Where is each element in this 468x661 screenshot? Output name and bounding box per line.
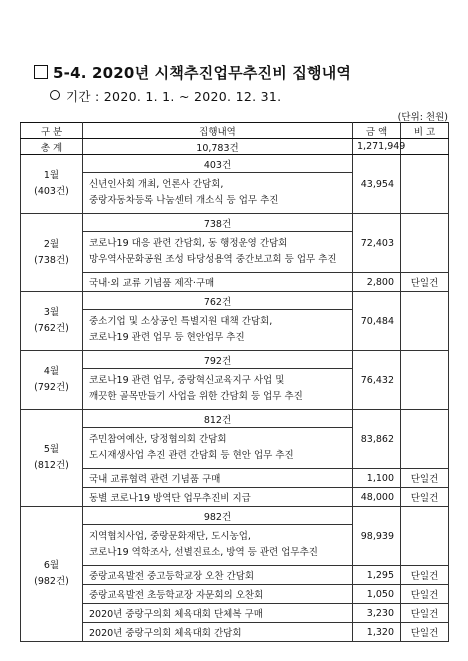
month-count: 738건 <box>83 214 353 232</box>
item-line: 국내·외 교류 기념품 제작·구매 <box>89 278 215 289</box>
month-count-row <box>21 507 449 525</box>
month-subcount: (403건) <box>34 186 69 197</box>
total-row <box>21 139 449 155</box>
item-row <box>21 488 449 507</box>
item-details <box>83 525 353 566</box>
month-count-row <box>21 292 449 310</box>
item-amount: 83,862 <box>353 410 401 469</box>
item-row <box>21 585 449 604</box>
month-count: 812건 <box>83 410 353 428</box>
item-note <box>401 351 449 410</box>
month-subcount: (812건) <box>34 460 69 471</box>
item-note: 단일건 <box>401 566 449 585</box>
circle-bullet-icon <box>50 90 60 100</box>
month-name: 2월 <box>43 238 60 250</box>
month-label <box>21 292 83 351</box>
month-count: 982건 <box>83 507 353 525</box>
item-note: 단일건 <box>401 488 449 507</box>
item-details <box>83 369 353 410</box>
item-line: 동별 코로나19 방역단 업무추진비 지급 <box>89 493 251 504</box>
item-line: 2020년 중랑구의회 체육대회 단체복 구매 <box>89 609 263 620</box>
item-amount: 1,050 <box>353 585 401 604</box>
month-subcount: (792건) <box>34 382 69 393</box>
month-label <box>21 214 83 292</box>
item-note <box>401 292 449 351</box>
item-line: 코로나19 대응 관련 간담회, 동 행정운영 간담회 <box>89 238 288 249</box>
item-amount: 98,939 <box>353 507 401 566</box>
item-details <box>83 428 353 469</box>
month-count: 762건 <box>83 292 353 310</box>
item-line: 지역협치사업, 중랑문화재단, 도시농업, <box>89 531 251 542</box>
header-category: 구 분 <box>21 123 83 139</box>
month-count: 792건 <box>83 351 353 369</box>
month-label <box>21 155 83 214</box>
item-note <box>401 214 449 273</box>
item-amount: 72,403 <box>353 214 401 273</box>
item-note: 단일건 <box>401 604 449 623</box>
item-note: 단일건 <box>401 585 449 604</box>
header-details: 집행내역 <box>83 123 353 139</box>
month-count-row <box>21 214 449 232</box>
item-amount: 70,484 <box>353 292 401 351</box>
month-label <box>21 410 83 507</box>
item-amount: 1,320 <box>353 623 401 642</box>
total-note <box>401 139 449 155</box>
unit-label: (단위: 천원) <box>397 112 448 123</box>
total-amount: 1,271,949 <box>353 139 401 155</box>
item-note <box>401 155 449 214</box>
item-details <box>83 488 353 507</box>
item-line: 중랑자동차등록 나눔센터 개소식 등 업무 추진 <box>89 195 279 206</box>
page-title <box>34 62 351 83</box>
item-line: 주민참여예산, 당정협의회 간담회 <box>89 434 227 445</box>
month-count-row <box>21 351 449 369</box>
month-count: 403건 <box>83 155 353 173</box>
item-amount: 43,954 <box>353 155 401 214</box>
item-details <box>83 273 353 292</box>
item-details <box>83 469 353 488</box>
header-note: 비 고 <box>401 123 449 139</box>
item-line: 망우역사문화공원 조성 타당성용역 중간보고회 등 업무 추진 <box>89 254 337 265</box>
month-name: 1월 <box>43 170 60 181</box>
item-amount: 1,100 <box>353 469 401 488</box>
item-line: 중랑교육발전 초등학교장 자문회의 오찬회 <box>89 590 264 601</box>
item-amount: 3,230 <box>353 604 401 623</box>
month-name: 3월 <box>43 307 60 318</box>
expense-table <box>20 122 449 642</box>
month-label <box>21 507 83 642</box>
month-name: 6월 <box>43 560 60 571</box>
title-text: 5-4. 2020년 시책추진업무추진비 집행내역 <box>53 64 352 82</box>
item-row <box>21 604 449 623</box>
item-note <box>401 507 449 566</box>
header-row <box>21 123 449 139</box>
item-amount: 1,295 <box>353 566 401 585</box>
month-count-row <box>21 410 449 428</box>
item-details <box>83 310 353 351</box>
month-label <box>21 351 83 410</box>
header-amount: 금 액 <box>353 123 401 139</box>
item-details <box>83 173 353 214</box>
month-name: 5월 <box>43 444 60 455</box>
month-subcount: (738건) <box>34 254 69 266</box>
period-line <box>50 87 281 105</box>
table-body <box>21 139 449 642</box>
item-line: 코로나19 역학조사, 선별진료소, 방역 등 관련 업무추진 <box>89 547 318 558</box>
item-details <box>83 623 353 642</box>
total-count: 10,783건 <box>83 139 353 155</box>
item-line: 중소기업 및 소상공인 특별지원 대책 간담회, <box>89 316 273 327</box>
item-details <box>83 604 353 623</box>
item-note: 단일건 <box>401 273 449 292</box>
item-note: 단일건 <box>401 623 449 642</box>
item-details <box>83 232 353 273</box>
item-details <box>83 566 353 585</box>
item-line: 코로나19 관련 업무, 중랑혁신교육지구 사업 및 <box>89 375 285 386</box>
item-row <box>21 623 449 642</box>
total-label: 총 계 <box>21 139 83 155</box>
item-note <box>401 410 449 469</box>
item-line: 깨끗한 골목만들기 사업을 위한 간담회 등 업무 추진 <box>89 391 303 402</box>
month-subcount: (762건) <box>34 323 69 334</box>
item-line: 2020년 중랑구의회 체육대회 간담회 <box>89 628 242 639</box>
item-line: 국내 교류협력 관련 기념품 구매 <box>89 474 221 485</box>
item-line: 신년인사회 개최, 언론사 간담회, <box>89 179 224 190</box>
period-text: 기간 : 2020. 1. 1. ~ 2020. 12. 31. <box>66 89 282 104</box>
item-note: 단일건 <box>401 469 449 488</box>
item-details <box>83 585 353 604</box>
item-line: 중랑교육발전 중고등학교장 오찬 간담회 <box>89 571 255 582</box>
month-subcount: (982건) <box>34 576 69 587</box>
item-row <box>21 273 449 292</box>
item-amount: 48,000 <box>353 488 401 507</box>
month-count-row <box>21 155 449 173</box>
item-line: 도시재생사업 추진 관련 간담회 등 현안 업무 추진 <box>89 450 294 461</box>
checkbox-square-icon <box>34 65 48 79</box>
item-amount: 2,800 <box>353 273 401 292</box>
item-line: 코로나19 관련 업무 등 현안업무 추진 <box>89 332 245 343</box>
item-row <box>21 566 449 585</box>
item-amount: 76,432 <box>353 351 401 410</box>
month-name: 4월 <box>43 366 60 377</box>
item-row <box>21 469 449 488</box>
